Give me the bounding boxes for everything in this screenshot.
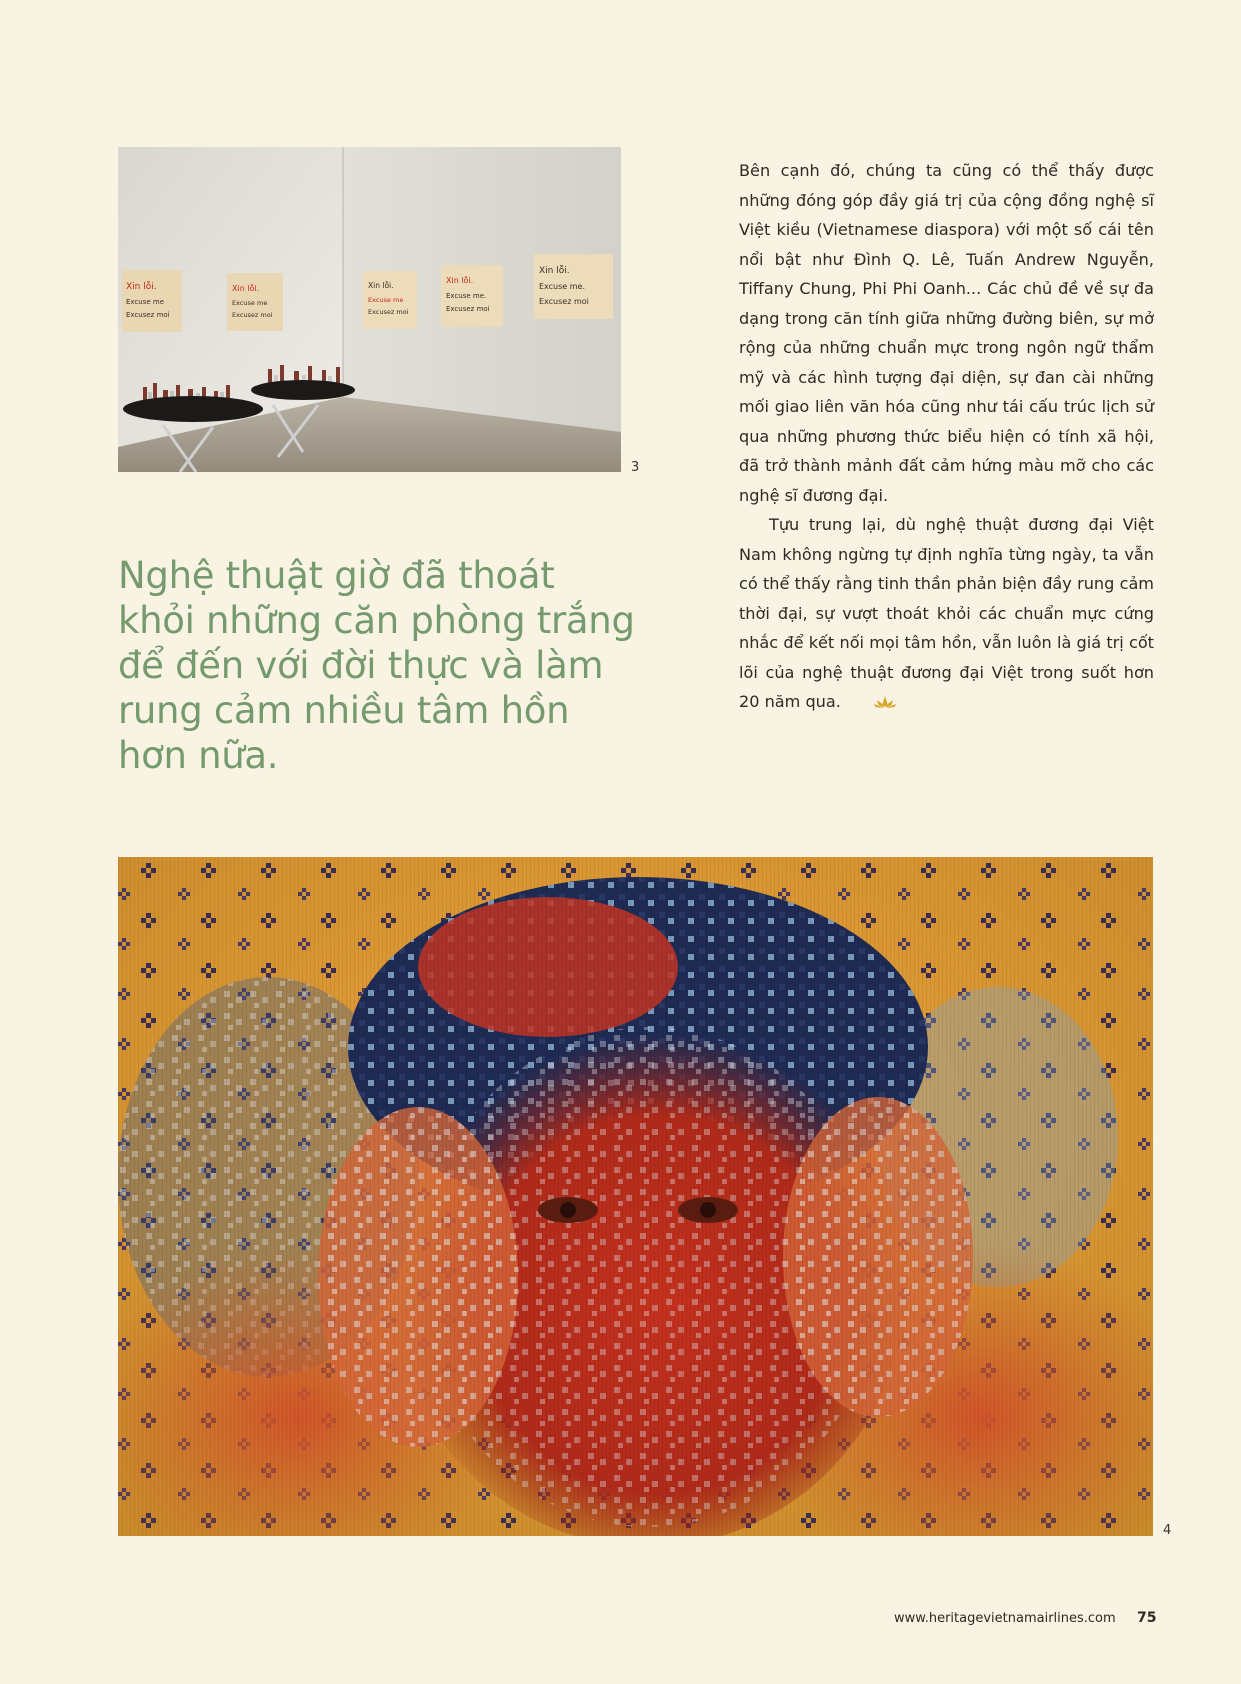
sign-1 [122,270,182,332]
svg-text:Xin lỗi.: Xin lỗi. [368,281,394,290]
pull-quote: Nghệ thuật giờ đã thoát khỏi những căn phòng trắng để đến với đời thực và làm rung cảm nhiều tâm hồn hơn nữa. [118,554,635,777]
footer-website-link[interactable]: www.heritagevietnamairlines.com [894,1611,1116,1626]
sign-3 [363,271,417,329]
svg-text:Excusez moi: Excusez moi [446,305,490,313]
svg-text:Excusez moi: Excusez moi [232,311,273,319]
lotus-icon [844,689,896,719]
svg-text:Excusez moi: Excusez moi [368,308,409,316]
page-number: 75 [1137,1610,1157,1626]
svg-text:Xin lỗi.: Xin lỗi. [446,276,474,285]
svg-text:Excusez moi: Excusez moi [126,311,170,319]
svg-text:Excuse me: Excuse me [126,298,165,306]
woven-portrait-artwork [118,857,1153,1536]
sign-2 [227,273,283,331]
sign-5 [534,254,613,319]
svg-text:Excuse me: Excuse me [368,296,404,304]
installation-photo [118,147,621,472]
sign-4 [441,265,503,327]
woven-portrait-image [118,857,1153,1536]
svg-text:Excusez moi: Excusez moi [539,297,589,306]
body-paragraph-2-text: Tựu trung lại, dù nghệ thuật đương đại Việt Nam không ngừng tự định nghĩa từng ngày, ta vẫn có thể thấy rằng tinh thần phản biện đầy rung cảm thời đại, sự vượt thoát khỏi các chuẩn mực cứng nhắc để kết nối mọi tâm hồn, vẫn luôn là giá trị cốt lõi của nghệ thuật đương đại Việt trong suốt hơn 20 năm qua. [739,515,1154,711]
body-paragraph-2 [739,510,1154,719]
body-paragraph-1: Bên cạnh đó, chúng ta cũng có thể thấy được những đóng góp đầy giá trị của cộng đồng nghệ sĩ Việt kiều (Vietnamese diaspora) với một số cái tên nổi bật như Đình Q. Lê, Tuấn Andrew Nguyễn, Tiffany Chung, Phi Phi Oanh... Các chủ đề về sự đa dạng trong căn tính giữa những đường biên, sự mở rộng của những chuẩn mực trong ngôn ngữ thẩm mỹ và các hình tượng đại diện, sự đan cài những mối giao liên văn hóa cũng như tái cấu trúc lịch sử qua những phương thức biểu hiện có tính xã hội, đã trở thành mảnh đất cảm hứng màu mỡ cho các nghệ sĩ đương đại. [739,161,1154,505]
installation-photo-image [118,147,621,472]
figure-number-4: 4 [1163,1523,1172,1538]
svg-text:Excuse me.: Excuse me. [446,292,487,300]
figure-number-3: 3 [631,460,640,475]
svg-text:Excuse me: Excuse me [232,299,268,307]
article-body [739,156,1154,719]
svg-text:Excuse me.: Excuse me. [539,282,586,291]
svg-text:Xin lỗi.: Xin lỗi. [539,266,570,276]
svg-text:Xin lỗi.: Xin lỗi. [232,284,260,293]
svg-text:Xin lỗi.: Xin lỗi. [126,282,157,292]
